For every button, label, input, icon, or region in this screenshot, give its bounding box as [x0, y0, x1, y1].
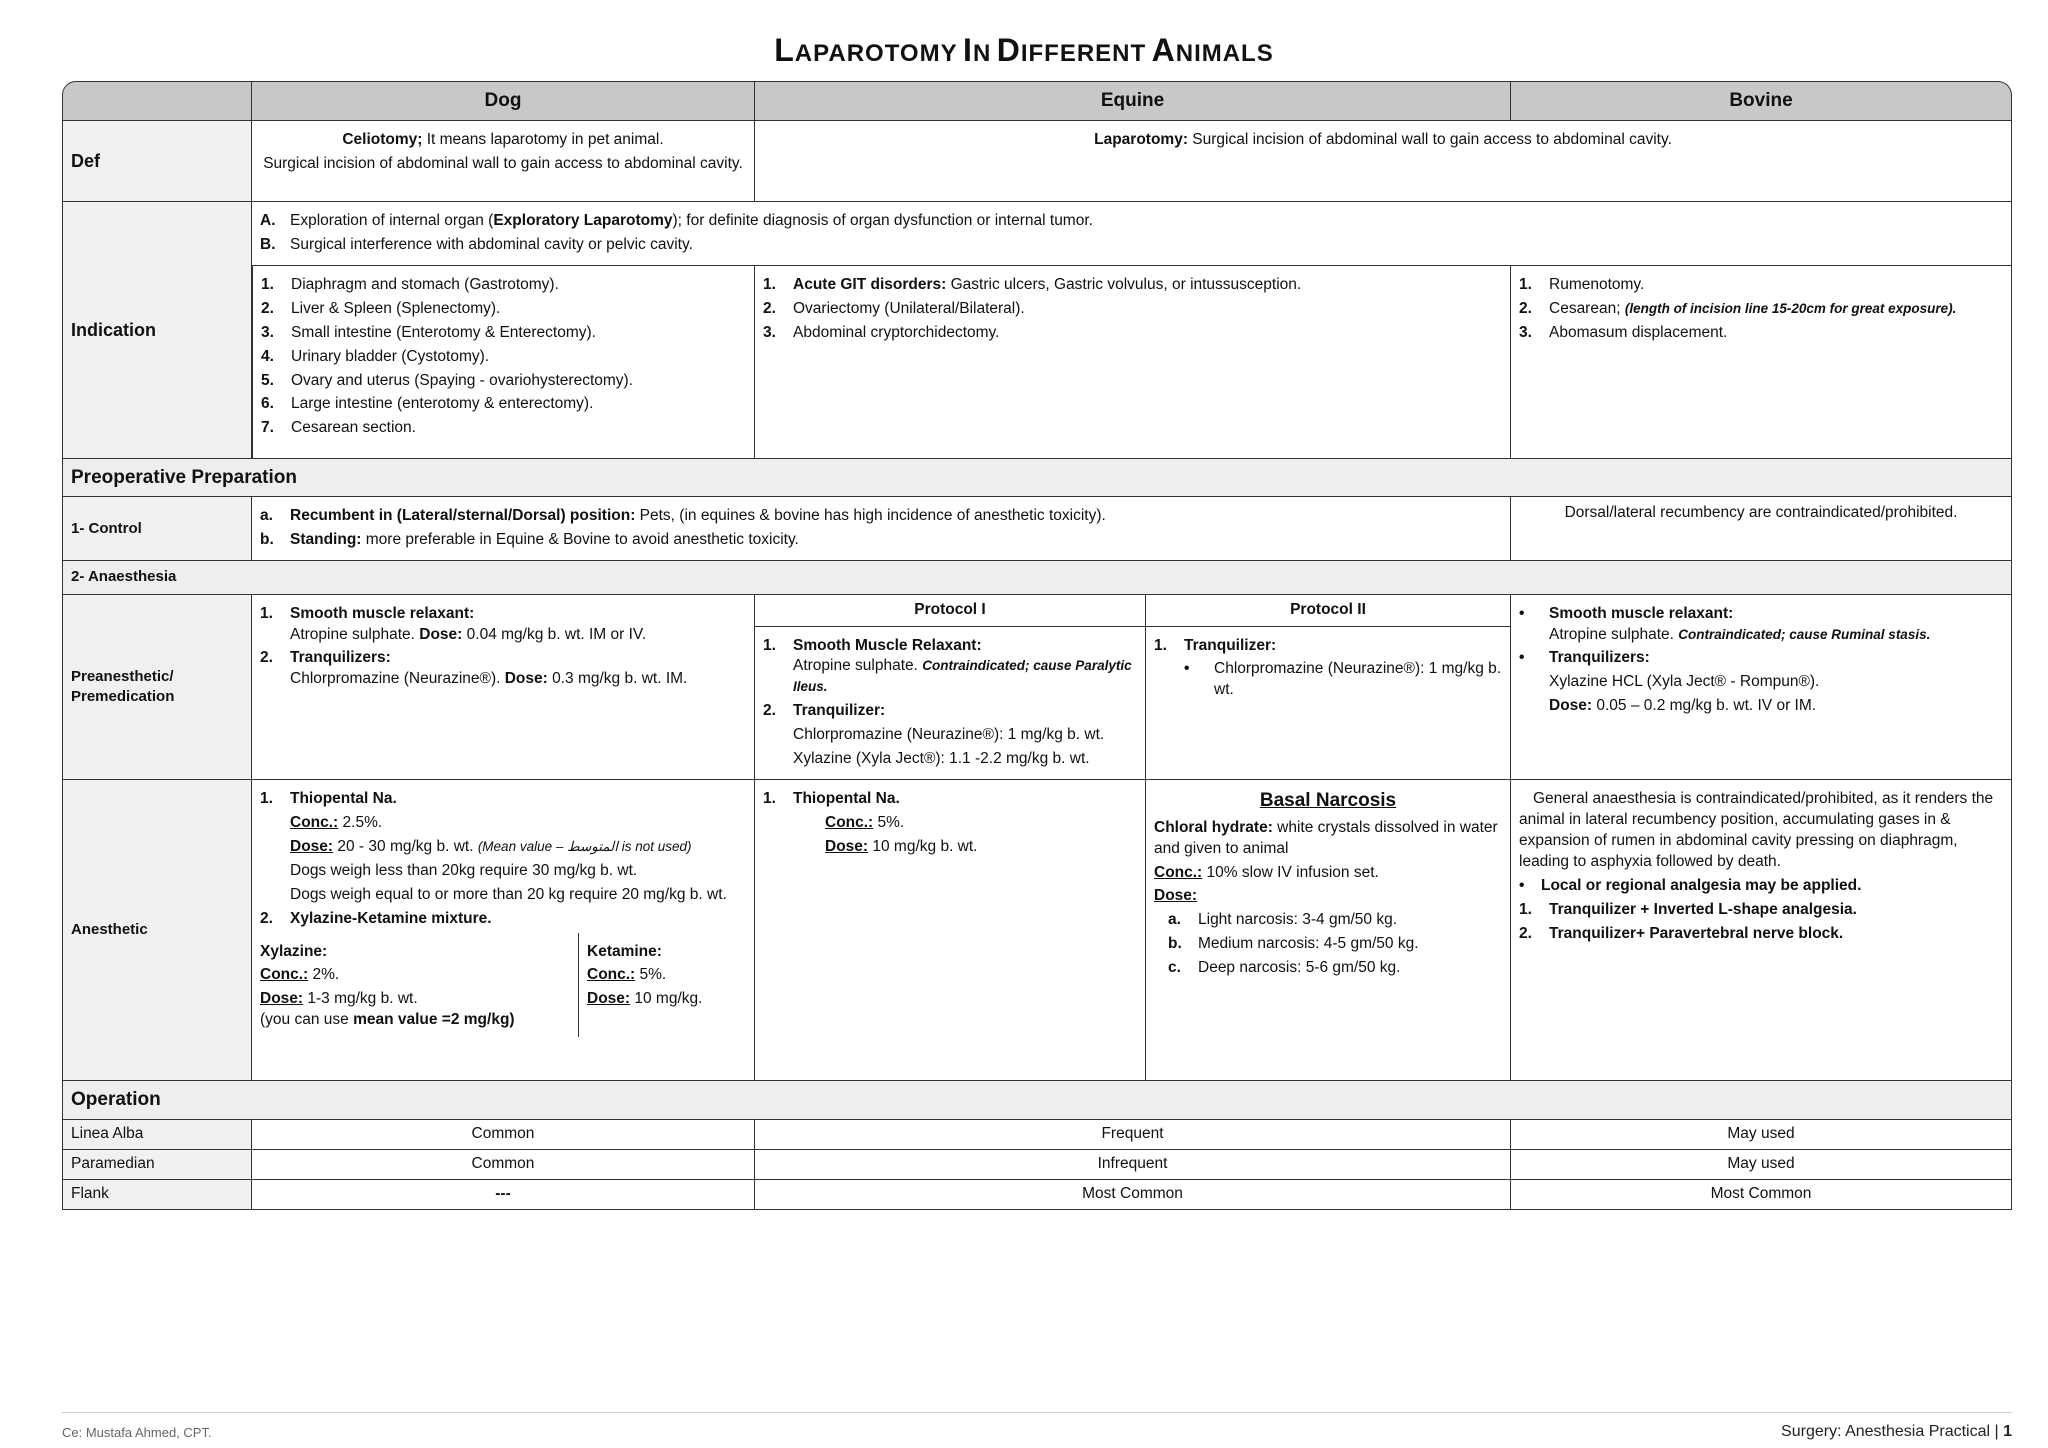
protocol2-title: Protocol II	[1146, 595, 1510, 627]
item-bold: Xylazine-Ketamine mixture.	[290, 909, 492, 927]
list-item	[1519, 648, 2003, 669]
conc-label: Conc.:	[825, 813, 874, 831]
list-item	[763, 299, 1502, 320]
item-num: 1.	[1519, 900, 1532, 918]
item-text: Ovariectomy (Unilateral/Bilateral).	[793, 299, 1025, 317]
title-part: IFFERENT	[1020, 40, 1147, 67]
list-item	[763, 636, 1137, 699]
indication-animal-row	[62, 266, 2012, 459]
item-text: more preferable in Equine & Bovine to avoid anesthetic toxicity.	[361, 531, 799, 549]
item-num: B.	[260, 235, 276, 253]
item-num: 1.	[763, 636, 776, 654]
anesthetic-equine1	[755, 780, 1146, 1081]
item-bold: Tranquilizer:	[793, 702, 886, 720]
item-num: 2.	[260, 909, 273, 927]
preop-heading: Preoperative Preparation	[62, 459, 2012, 498]
item-text: white crystals dissolved in water and given to animal	[1154, 818, 1498, 857]
item-num: 2.	[260, 649, 273, 667]
item-bold: Exploratory Laparotomy	[493, 212, 673, 229]
item-bold: Local or regional analgesia may be applied.	[1541, 876, 1862, 894]
page-number: 1	[2003, 1423, 2012, 1440]
item-bold: Xylazine:	[260, 942, 328, 960]
item-text: Light narcosis: 3-4 gm/50 kg.	[1198, 911, 1398, 929]
item-italic: (Mean value – المتوسط is not used)	[477, 838, 692, 854]
title-part: N	[972, 40, 992, 67]
item-text: 10 mg/kg.	[630, 990, 703, 1008]
list-item	[1168, 934, 1502, 955]
op-equine: Frequent	[755, 1120, 1511, 1150]
indication-dog	[252, 266, 755, 459]
anesthetic-equine2	[1146, 780, 1511, 1081]
item-text: ); for definite diagnosis of organ dysfunction or internal tumor.	[672, 212, 1093, 229]
op-name: Linea Alba	[62, 1120, 252, 1150]
bullet: •	[1519, 876, 1525, 894]
page-title	[0, 32, 2048, 69]
item-text: Rumenotomy.	[1549, 275, 1645, 293]
def-label: Def	[62, 121, 252, 202]
item-num: 1.	[763, 790, 776, 808]
table-row	[62, 1120, 2012, 1150]
item-bold: Tranquilizers:	[290, 649, 391, 667]
list-item	[1519, 876, 2003, 897]
item-text: 0.3 mg/kg b. wt. IM.	[547, 670, 688, 688]
conc-label: Conc.:	[1154, 863, 1203, 881]
list-item	[261, 371, 746, 392]
item-bold: Tranquilizers:	[1549, 649, 1650, 667]
item-bold: Ketamine:	[587, 942, 662, 960]
item-num: b.	[260, 531, 274, 549]
control-row	[62, 497, 2012, 561]
list-item	[1519, 299, 2003, 320]
footer-page-info	[1781, 1423, 2012, 1441]
item-bold: Dose:	[504, 670, 548, 688]
item-text: Chlorpromazine (Neurazine®): 1 mg/kg b. wt.	[793, 726, 1105, 744]
xylazine-ketamine-table	[252, 933, 754, 1038]
list-item	[261, 347, 746, 368]
item-text: Abomasum displacement.	[1549, 323, 1728, 341]
dose-label: Dose:	[1154, 887, 1198, 905]
item-num: 2.	[1519, 924, 1532, 942]
list-item	[261, 394, 746, 415]
premed-bovine	[1511, 595, 2012, 780]
op-dog: Common	[252, 1120, 755, 1150]
protocol1-title: Protocol I	[755, 595, 1145, 627]
op-bovine: May used	[1511, 1120, 2012, 1150]
control-label: 1- Control	[62, 497, 252, 561]
comparison-table	[62, 81, 2012, 1210]
list-item	[260, 789, 746, 810]
conc-label: Conc.:	[260, 966, 309, 984]
indication-bovine	[1511, 266, 2012, 459]
list-item	[261, 323, 746, 344]
list-item	[1519, 900, 2003, 921]
table-row	[62, 1180, 2012, 1210]
indication-common-b	[260, 235, 2003, 256]
item-text: 5%.	[635, 966, 667, 984]
operation-heading: Operation	[62, 1081, 2012, 1120]
control-text	[252, 497, 1511, 561]
item-text: 1-3 mg/kg b. wt.	[303, 990, 418, 1008]
def-other	[755, 121, 2012, 202]
op-dog: ---	[252, 1180, 755, 1210]
item-text: Urinary bladder (Cystotomy).	[291, 347, 490, 365]
item-bold: Thiopental Na.	[793, 790, 900, 808]
anaesthesia-heading: 2- Anaesthesia	[62, 561, 2012, 594]
item-text: Surgical interference with abdominal cavity or pelvic cavity.	[290, 235, 693, 253]
item-num: 1.	[260, 790, 273, 808]
list-item	[1168, 958, 1502, 979]
item-text: 10 mg/kg b. wt.	[868, 837, 978, 855]
footer-author: Ce: Mustafa Ahmed, CPT.	[62, 1425, 212, 1440]
title-part: NIMALS	[1175, 40, 1274, 67]
ketamine-cell	[579, 933, 755, 1038]
item-bold: Tranquilizer + Inverted L-shape analgesia.	[1549, 900, 1857, 918]
list-item	[763, 789, 1137, 810]
conc-label: Conc.:	[587, 966, 636, 984]
anesthetic-label: Anesthetic	[62, 780, 252, 1081]
item-text: Gastric ulcers, Gastric volvulus, or intussusception.	[946, 275, 1302, 293]
def-dog-text2: Surgical incision of abdominal wall to gain access to abdominal cavity.	[263, 154, 743, 172]
item-num: 1.	[260, 604, 273, 622]
xylazine-cell	[252, 933, 579, 1038]
operation-row	[62, 1081, 2012, 1120]
def-dog	[252, 121, 755, 202]
op-bovine: Most Common	[1511, 1180, 2012, 1210]
item-text: Dogs weigh equal to or more than 20 kg require 20 mg/kg b. wt.	[290, 885, 727, 903]
item-text: General anaesthesia is contraindicated/prohibited, as it renders the animal in lateral recumbency position, accumulating gases in & expansion of rumen in abdominal cavity pressing on diaphragm, leading to asphyxia followed by death.	[1519, 790, 1994, 870]
item-text: Dogs weigh less than 20kg require 30 mg/kg b. wt.	[290, 861, 638, 879]
item-text: Pets, (in equines & bovine has high incidence of anesthetic toxicity).	[635, 507, 1106, 525]
item-num: 6.	[261, 395, 274, 413]
preop-row	[62, 459, 2012, 498]
item-italic: Contraindicated; cause Ruminal stasis.	[1678, 626, 1931, 642]
item-text: Atropine sulphate.	[290, 625, 420, 643]
item-bold: Dose:	[1549, 697, 1593, 715]
list-item	[1519, 275, 2003, 296]
list-item	[1154, 636, 1502, 657]
premed-label: Preanesthetic/ Premedication	[62, 595, 252, 780]
op-equine: Infrequent	[755, 1150, 1511, 1180]
item-num: b.	[1168, 935, 1182, 953]
item-num: 1.	[1519, 275, 1532, 293]
def-dog-text: It means laparotomy in pet animal.	[422, 131, 664, 148]
item-num: 3.	[763, 323, 776, 341]
item-num: 3.	[261, 323, 274, 341]
item-text: Cesarean section.	[291, 419, 416, 437]
item-num: a.	[1168, 911, 1181, 929]
def-dog-bold: Celiotomy;	[342, 131, 423, 148]
footer-course: Surgery: Anesthesia Practical	[1781, 1423, 1991, 1440]
item-bold: Thiopental Na.	[290, 790, 397, 808]
item-num: c.	[1168, 959, 1181, 977]
list-item	[1184, 659, 1502, 701]
item-text: Large intestine (enterotomy & enterectomy).	[291, 395, 594, 413]
bullet: •	[1519, 604, 1525, 622]
anesthetic-row	[62, 780, 2012, 1081]
item-text: Cesarean;	[1549, 299, 1625, 317]
list-item	[260, 530, 1502, 551]
item-italic: Contraindicated; cause Paralytic Ileus.	[793, 658, 1132, 695]
item-text: Atropine sulphate.	[793, 657, 923, 675]
item-num: a.	[260, 507, 273, 525]
indication-equine	[755, 266, 1511, 459]
table-row	[62, 1150, 2012, 1180]
item-text: Exploration of internal organ (	[290, 212, 494, 229]
anaesthesia-row	[62, 561, 2012, 594]
header-bovine: Bovine	[1511, 81, 2012, 121]
list-item	[1519, 604, 2003, 646]
item-text: 10% slow IV infusion set.	[1202, 863, 1379, 881]
footer-separator: |	[1990, 1423, 2004, 1440]
def-other-bold: Laparotomy:	[1094, 131, 1188, 148]
item-bold: Standing:	[290, 531, 362, 549]
item-num: 2.	[763, 702, 776, 720]
list-item	[260, 604, 746, 646]
title-part: I	[963, 32, 973, 68]
item-num: 2.	[1519, 299, 1532, 317]
title-part: APAROTOMY	[794, 40, 958, 67]
item-text: Medium narcosis: 4-5 gm/50 kg.	[1198, 935, 1419, 953]
item-text: Xylazine HCL (Xyla Ject® - Rompun®).	[1549, 673, 1820, 691]
list-item	[260, 506, 1502, 527]
item-text: Deep narcosis: 5-6 gm/50 kg.	[1198, 959, 1401, 977]
item-num: 2.	[261, 299, 274, 317]
title-part: A	[1151, 32, 1176, 68]
item-text: Abdominal cryptorchidectomy.	[793, 323, 1000, 341]
anesthetic-bovine	[1511, 780, 2012, 1081]
list-item	[763, 275, 1502, 296]
indication-common-a	[260, 211, 2003, 232]
title-part: L	[774, 32, 795, 68]
header-empty	[62, 81, 252, 121]
list-item	[261, 275, 746, 296]
dose-label: Dose:	[587, 990, 631, 1008]
indication-label: Indication	[62, 202, 252, 459]
item-bold: Chloral hydrate:	[1154, 818, 1273, 836]
list-item	[763, 701, 1137, 722]
footer-divider	[62, 1412, 2012, 1413]
premed-row	[62, 595, 2012, 780]
item-text: Small intestine (Enterotomy & Enterectomy).	[291, 323, 596, 341]
item-bold: Recumbent in (Lateral/sternal/Dorsal) position:	[290, 507, 636, 525]
dose-label: Dose:	[260, 990, 304, 1008]
item-text: 2%.	[308, 966, 340, 984]
item-num: 3.	[1519, 323, 1532, 341]
item-italic: (length of incision line 15-20cm for great exposure).	[1624, 300, 1957, 316]
item-num: 5.	[261, 371, 274, 389]
item-text: 0.04 mg/kg b. wt. IM or IV.	[462, 625, 647, 643]
dose-label: Dose:	[825, 837, 869, 855]
list-item	[1168, 910, 1502, 931]
op-dog: Common	[252, 1150, 755, 1180]
item-bold: Smooth Muscle Relaxant:	[793, 636, 982, 654]
item-num: 1.	[763, 275, 776, 293]
item-num: 2.	[763, 299, 776, 317]
item-text: (you can use	[260, 1011, 354, 1029]
item-bold: Dose:	[419, 625, 463, 643]
item-num: 1.	[1154, 636, 1167, 654]
item-text: Chlorpromazine (Neurazine®): 1 mg/kg b. wt.	[1214, 660, 1502, 699]
header-row	[62, 81, 2012, 121]
op-bovine: May used	[1511, 1150, 2012, 1180]
indication-common	[252, 202, 2012, 266]
list-item	[1519, 924, 2003, 945]
list-item	[261, 299, 746, 320]
item-text: Diaphragm and stomach (Gastrotomy).	[291, 275, 559, 293]
header-equine: Equine	[755, 81, 1511, 121]
item-text: Ovary and uterus (Spaying - ovariohysterectomy).	[291, 371, 633, 389]
item-bold: Smooth muscle relaxant:	[290, 604, 475, 622]
op-name: Flank	[62, 1180, 252, 1210]
item-text: 0.05 – 0.2 mg/kg b. wt. IV or IM.	[1592, 697, 1817, 715]
item-text: Liver & Spleen (Splenectomy).	[291, 299, 501, 317]
list-item	[1519, 323, 2003, 344]
item-bold: mean value =2 mg/kg)	[353, 1011, 515, 1029]
list-item	[260, 648, 746, 690]
premed-protocol1	[755, 595, 1146, 780]
item-text: Chlorpromazine (Neurazine®).	[290, 670, 505, 688]
item-num: 1.	[261, 275, 274, 293]
list-item	[260, 909, 746, 930]
op-name: Paramedian	[62, 1150, 252, 1180]
list-item	[261, 418, 746, 439]
item-bold: Tranquilizer:	[1184, 636, 1277, 654]
dose-label: Dose:	[290, 837, 334, 855]
item-text: 5%.	[873, 813, 905, 831]
item-num: 7.	[261, 419, 274, 437]
item-text: Atropine sulphate.	[1549, 625, 1679, 643]
item-bold: Smooth muscle relaxant:	[1549, 604, 1734, 622]
item-bold: Tranquilizer+ Paravertebral nerve block.	[1549, 924, 1844, 942]
basal-narcosis-title: Basal Narcosis	[1259, 790, 1397, 812]
item-bold: Acute GIT disorders:	[793, 275, 947, 293]
anesthetic-dog	[252, 780, 755, 1081]
item-text: 20 - 30 mg/kg b. wt.	[333, 837, 478, 855]
conc-label: Conc.:	[290, 813, 339, 831]
bullet: •	[1519, 649, 1525, 667]
item-text: 2.5%.	[338, 813, 383, 831]
control-bovine: Dorsal/lateral recumbency are contraindicated/prohibited.	[1511, 497, 2012, 561]
def-row	[62, 121, 2012, 202]
item-text: Xylazine (Xyla Ject®): 1.1 -2.2 mg/kg b. wt.	[793, 750, 1090, 768]
premed-protocol2	[1146, 595, 1511, 780]
indication-common-row	[62, 202, 2012, 266]
title-part: D	[996, 32, 1021, 68]
item-num: 4.	[261, 347, 274, 365]
list-item	[763, 323, 1502, 344]
op-equine: Most Common	[755, 1180, 1511, 1210]
header-dog: Dog	[252, 81, 755, 121]
def-other-text: Surgical incision of abdominal wall to gain access to abdominal cavity.	[1187, 131, 1672, 148]
item-num: A.	[260, 212, 276, 229]
bullet: •	[1184, 660, 1190, 678]
premed-dog	[252, 595, 755, 780]
